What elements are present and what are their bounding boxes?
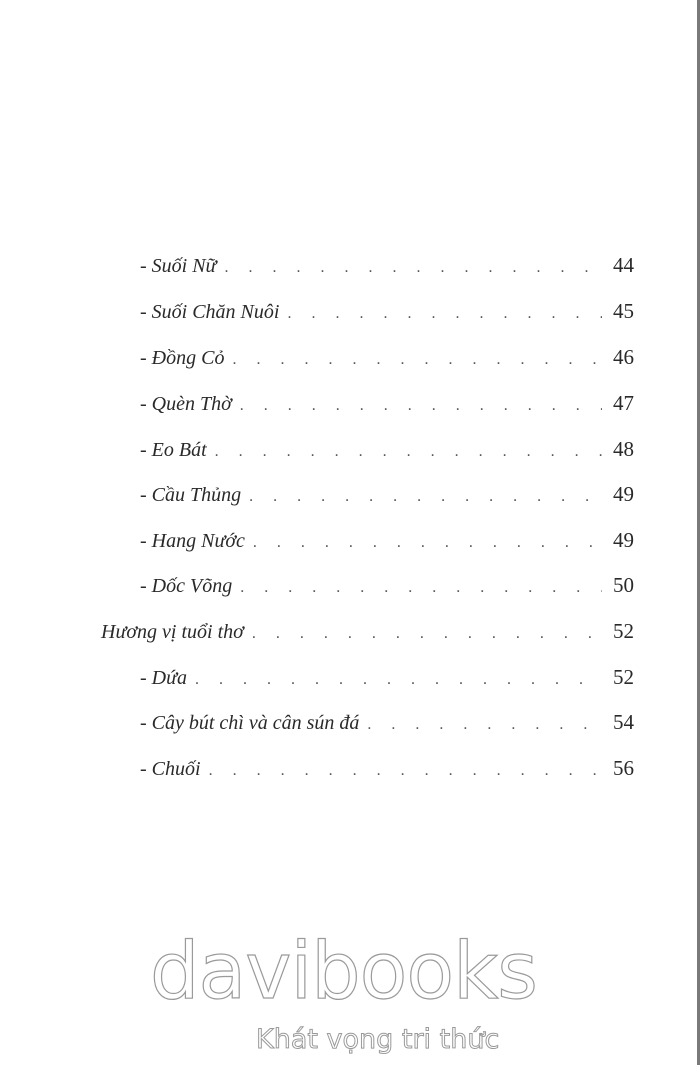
toc-entry [140,525,634,555]
toc-dot-leader [367,710,602,740]
toc-entry-page: 56 [613,756,634,780]
toc-entry-title: - Hang Nước [140,530,245,552]
toc-entry-page: 52 [613,665,634,689]
toc-entry [140,388,634,418]
toc-dot-leader [195,665,602,695]
toc-entry-page: 49 [613,528,634,552]
toc-entry-title: - Đồng Cỏ [140,347,225,369]
watermark-brand-text: davibooks [150,927,537,1017]
toc-dot-leader [232,345,602,375]
toc-entry-title: - Cây bút chì và cân sún đá [140,712,360,734]
toc-entry [140,753,634,783]
toc-entry-title: - Dốc Võng [140,575,233,597]
toc-entry-page: 54 [613,710,634,734]
toc-entry-page: 45 [613,299,634,323]
toc-entry-page: 50 [613,573,634,597]
toc-entry-page: 49 [613,482,634,506]
toc-entry-title: - Dứa [140,667,188,689]
toc-entry-page: 44 [613,253,634,277]
toc-dot-leader [249,482,602,512]
toc-dot-leader [287,299,602,329]
toc-entry-title: - Suối Nữ [140,255,217,277]
toc-entry-page: 52 [613,619,634,643]
toc-entry [140,342,634,372]
toc-entry-title: - Cầu Thủng [140,484,242,506]
toc-entry-page: 48 [613,437,634,461]
toc-entry [140,296,634,326]
toc-entry [140,434,634,464]
toc-entry [140,479,634,509]
toc-entry-page: 46 [613,345,634,369]
toc-dot-leader [253,528,602,558]
toc-dot-leader [240,573,602,603]
toc-entry [140,662,634,692]
toc-entry-page: 47 [613,391,634,415]
toc-dot-leader [240,391,602,421]
toc-entry-title: - Eo Bát [140,439,207,461]
watermark-slogan: Khát vọng tri thức [256,1024,500,1055]
toc-entry [140,570,634,600]
toc-dot-leader [209,756,602,786]
toc-dot-leader [224,253,602,283]
toc-section-entry [101,616,634,646]
toc-entry [140,707,634,737]
toc-entry-title: - Quèn Thờ [140,393,232,415]
publisher-watermark [0,925,700,1065]
toc-entry-title: Hương vị tuổi thơ [101,621,244,643]
toc-entry-title: - Chuối [140,758,201,780]
toc-dot-leader [252,619,602,649]
toc-entry [140,250,634,280]
toc-dot-leader [215,437,602,467]
toc-entry-title: - Suối Chăn Nuôi [140,301,280,323]
